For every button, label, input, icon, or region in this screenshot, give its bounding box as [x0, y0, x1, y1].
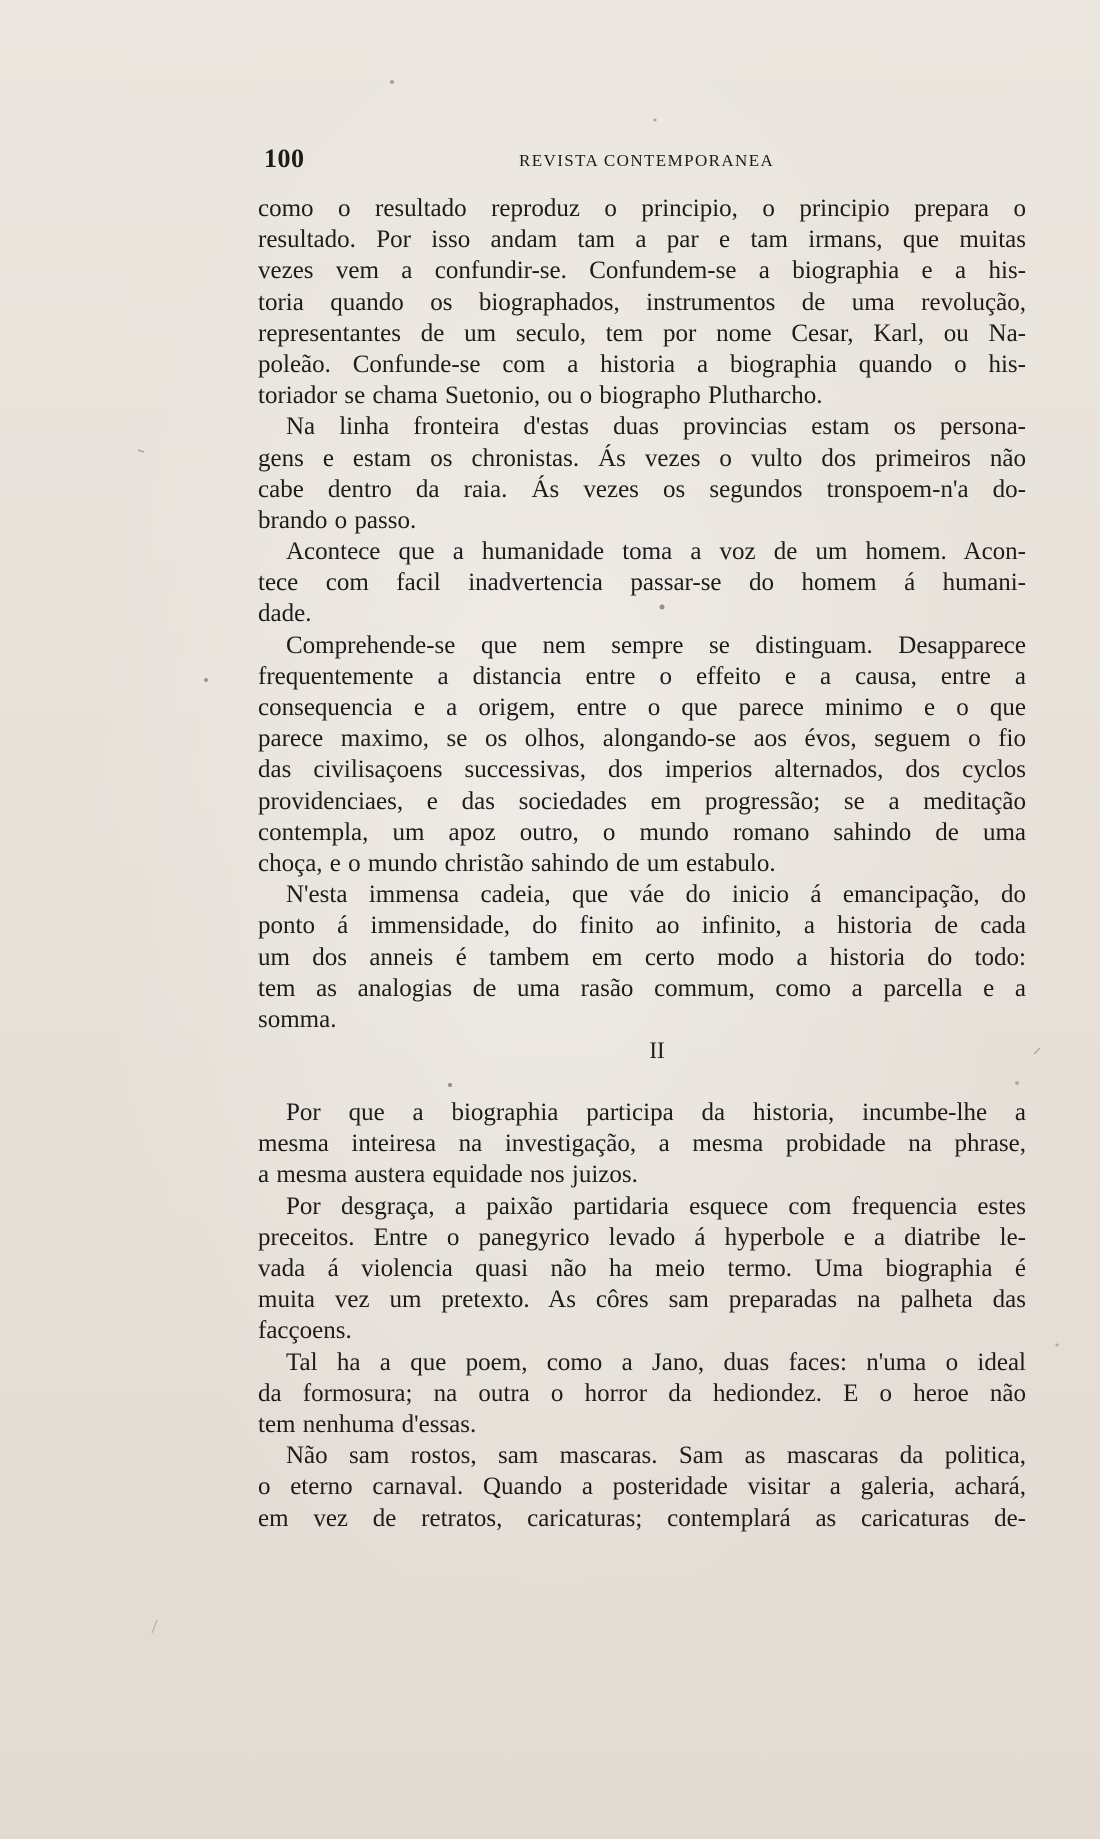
- text-line: ponto á immensidade, do finito ao infinito, a historia de cada: [258, 912, 1026, 940]
- text-line: toriador se chama Suetonio, ou o biographo Plutharcho.: [258, 382, 823, 410]
- text-line: a mesma austera equidade nos juizos.: [258, 1161, 638, 1189]
- text-line: Na linha fronteira d'estas duas provincias estam os persona-: [286, 413, 1026, 441]
- text-line: tece com facil inadvertencia passar-se do homem á humani-: [258, 569, 1026, 597]
- text-line: Por desgraça, a paixão partidaria esquece com frequencia estes: [286, 1192, 1026, 1220]
- text-line: mesma inteiresa na investigação, a mesma probidade na phrase,: [258, 1130, 1026, 1158]
- section-numeral: II: [649, 1038, 665, 1064]
- text-line: consequencia e a origem, entre o que parece minimo e o que: [258, 694, 1026, 721]
- text-line: Comprehende-se que nem sempre se distinguam. Desapparece: [286, 631, 1026, 659]
- text-line: frequentemente a distancia entre o effeito e a causa, entre a: [258, 662, 1026, 690]
- body-text: [258, 193, 1026, 1534]
- text-line: choça, e o mundo christão sahindo de um estabulo.: [258, 849, 776, 877]
- text-line: providenciaes, e das sociedades em progressão; se a meditação: [258, 787, 1026, 815]
- text-line: facçoens.: [258, 1317, 352, 1345]
- page-number: 100: [264, 144, 305, 173]
- text-line: da formosura; na outra o horror da hediondez. E o heroe não: [258, 1379, 1026, 1407]
- section-gap: [258, 1066, 1026, 1097]
- text-line: contempla, um apoz outro, o mundo romano sahindo de uma: [258, 818, 1026, 846]
- text-line: o eterno carnaval. Quando a posteridade visitar a galeria, achará,: [258, 1473, 1026, 1501]
- text-line: gens e estam os chronistas. Ás vezes o vulto dos primeiros não: [258, 444, 1026, 472]
- text-line: como o resultado reproduz o principio, o principio prepara o: [258, 195, 1026, 222]
- text-line: um dos anneis é tambem em certo modo a historia do todo:: [258, 943, 1026, 971]
- text-line: N'esta immensa cadeia, que váe do inicio á emancipação, do: [286, 881, 1026, 909]
- text-section-two: [258, 1097, 1026, 1534]
- text-line: tem nenhuma d'essas.: [258, 1410, 477, 1438]
- text-line: vezes vem a confundir-se. Confundem-se a biographia e a his-: [258, 257, 1026, 285]
- text-line: das civilisaçoens successivas, dos imperios alternados, dos cyclos: [258, 756, 1026, 784]
- text-line: Acontece que a humanidade toma a voz de um homem. Acon-: [286, 538, 1026, 566]
- text-line: vada á violencia quasi não ha meio termo. Uma biographia é: [258, 1255, 1026, 1282]
- text-line: poleão. Confunde-se com a historia a biographia quando o his-: [258, 350, 1026, 378]
- running-head: [264, 144, 784, 174]
- text-line: cabe dentro da raia. Ás vezes os segundos tronspoem-n'a do-: [258, 475, 1026, 503]
- text-line: preceitos. Entre o panegyrico levado á hyperbole e a diatribe le-: [258, 1223, 1026, 1251]
- text-line: tem as analogias de uma rasão commum, como a parcella e a: [258, 974, 1026, 1002]
- text-line: resultado. Por isso andam tam a par e tam irmans, que muitas: [258, 226, 1026, 254]
- text-line: Não sam rostos, sam mascaras. Sam as mascaras da politica,: [286, 1442, 1026, 1470]
- text-line: muita vez um pretexto. As côres sam preparadas na palheta das: [258, 1286, 1026, 1314]
- text-line: parece maximo, se os olhos, alongando-se aos évos, seguem o fio: [258, 725, 1026, 753]
- text-line: somma.: [258, 1005, 337, 1033]
- text-line: Tal ha a que poem, como a Jano, duas faces: n'uma o ideal: [286, 1348, 1026, 1376]
- text-line: em vez de retratos, caricaturas; contemplará as caricaturas de-: [258, 1504, 1026, 1532]
- text-line: Por que a biographia participa da historia, incumbe-lhe a: [286, 1099, 1026, 1127]
- text-line: brando o passo.: [258, 506, 417, 534]
- text-section-one: [258, 193, 1026, 1035]
- text-line: toria quando os biographados, instrumentos de uma revolução,: [258, 288, 1026, 316]
- journal-title: REVISTA CONTEMPORANEA: [519, 151, 775, 170]
- text-line: dade.: [258, 600, 312, 628]
- text-line: representantes de um seculo, tem por nome Cesar, Karl, ou Na-: [258, 319, 1026, 347]
